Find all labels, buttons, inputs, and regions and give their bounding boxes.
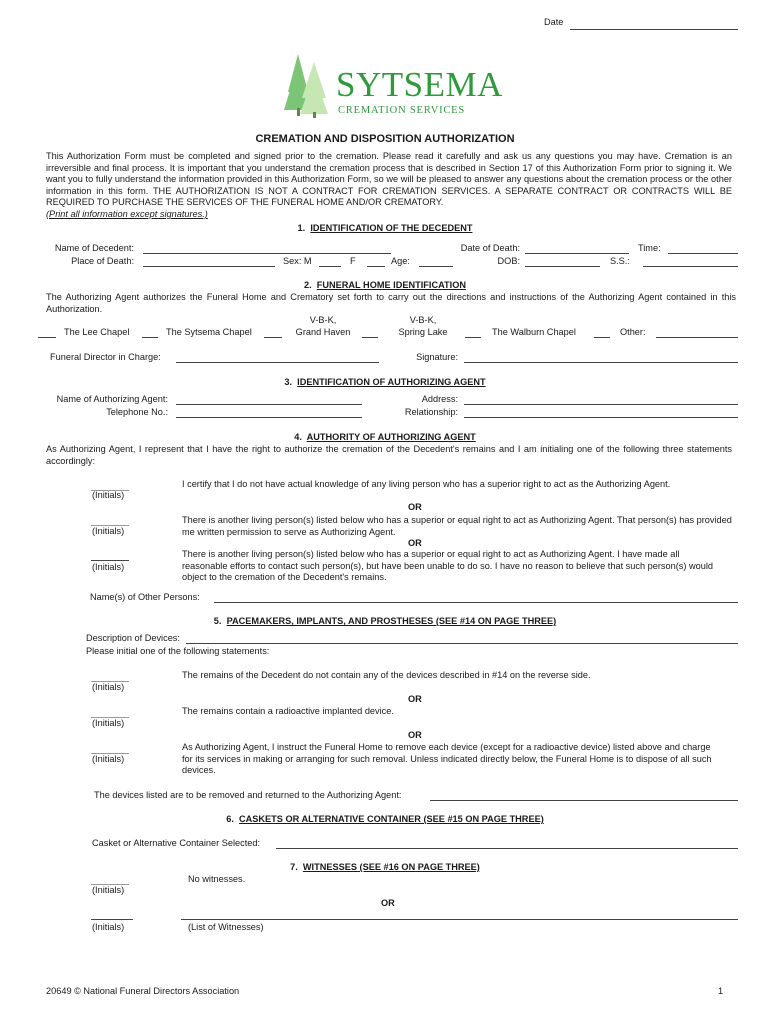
grand-haven-label-2: Grand Haven — [295, 327, 351, 337]
devices-label: Description of Devices: — [86, 633, 180, 643]
sytsema-chapel-label: The Sytsema Chapel — [166, 327, 252, 337]
walburn-chapel-label: The Walburn Chapel — [492, 327, 576, 337]
casket-field[interactable] — [276, 848, 738, 849]
authorizing-agent-label: Name of Authorizing Agent: — [56, 394, 168, 404]
section-1-heading: 1. IDENTIFICATION OF THE DECEDENT — [297, 223, 473, 233]
spring-lake-label-2: Spring Lake — [398, 327, 448, 337]
initials-label: (Initials) — [92, 922, 125, 932]
section-2-heading: 2. FUNERAL HOME IDENTIFICATION — [304, 280, 466, 290]
s4-statement-1: I certify that I do not have actual knowledge of any living person who has a superior right to act as the Authorizing Agent. — [182, 479, 671, 489]
section-7-heading: 7. WITNESSES (SEE #16 ON PAGE THREE) — [290, 862, 480, 872]
sex-m-label: Sex: M — [283, 256, 312, 266]
date-of-death-field[interactable] — [525, 253, 629, 254]
s4-statement-2: There is another living person(s) listed below who has a superior or equal right to act as Authorizing Agent. That person(s) has provided me written permission to serve as Authorizing Agent. — [182, 515, 732, 537]
other-checkbox[interactable] — [594, 337, 610, 338]
witnesses-list-label: (List of Witnesses) — [188, 922, 264, 932]
no-witnesses-label: No witnesses. — [188, 874, 246, 884]
initials-label: (Initials) — [92, 885, 125, 895]
signature-field[interactable] — [464, 362, 738, 363]
grand-haven-checkbox[interactable] — [264, 337, 282, 338]
telephone-field[interactable] — [176, 417, 362, 418]
print-note: (Print all information except signatures.) — [46, 209, 208, 219]
initials-label: (Initials) — [92, 562, 125, 572]
lee-chapel-label: The Lee Chapel — [64, 327, 130, 337]
date-label: Date — [544, 17, 564, 27]
witnesses-field[interactable] — [181, 919, 738, 920]
devices-returned-label: The devices listed are to be removed and returned to the Authorizing Agent: — [94, 790, 402, 800]
footer-copyright: 20649 © National Funeral Directors Association — [46, 986, 240, 996]
intro-paragraph: This Authorization Form must be completed and signed prior to the cremation. Please read it carefully and ask us any questions you may have. Cremation is an irreversible and final process. It is important that you understand the cremation process that is described in Section 17 of this Authorization Form prior to signing it. We want you to fully understand the information provided in this Authorization Form, so we will be pleased to answer any questions about the cremation process or the other information in this form. THE AUTHORIZATION IS NOT A CONTRACT FOR CREMATION SERVICES. A SEPARATE CONTRACT OR CONTRACTS WILL BE REQUIRED TO PURCHASE THE SERVICES OF THE FUNERAL HOME AND/OR CREMATORY. — [46, 151, 732, 208]
authorizing-agent-field[interactable] — [176, 404, 362, 405]
section-4-text: As Authorizing Agent, I represent that I have the right to authorize the cremation of the Decedent's remains and I am initialing one of the following three statements accordingly: — [46, 444, 732, 466]
lee-chapel-checkbox[interactable] — [38, 337, 56, 338]
section-2-text: The Authorizing Agent authorizes the Funeral Home and Crematory set forth to carry out the directions and instructions of the Authorizing Agent contained in this Authorization. — [46, 292, 736, 314]
section-4-heading: 4. AUTHORITY OF AUTHORIZING AGENT — [294, 432, 476, 442]
other-field[interactable] — [656, 337, 738, 338]
other-persons-label: Name(s) of Other Persons: — [90, 592, 200, 602]
spring-lake-checkbox[interactable] — [362, 337, 378, 338]
relationship-label: Relationship: — [404, 407, 458, 417]
spring-lake-label-1: V-B-K, — [409, 315, 437, 325]
sex-m-checkbox[interactable] — [319, 266, 341, 267]
signature-label: Signature: — [416, 352, 458, 362]
s4-statement-3: There is another living person(s) listed below who has a superior or equal right to act as Authorizing Agent. I have made all reasonable efforts to contact such person(s), but have been unable to do so. I have no reason to believe that such person(s) would object to the cremation of the Decedent's remains. — [182, 549, 713, 583]
initials-label: (Initials) — [92, 754, 125, 764]
decedent-name-label: Name of Decedent: — [54, 243, 134, 253]
logo-tagline: CREMATION SERVICES — [338, 105, 466, 116]
devices-returned-field[interactable] — [430, 800, 738, 801]
telephone-label: Telephone No.: — [106, 407, 168, 417]
age-label: Age: — [391, 256, 410, 266]
time-field[interactable] — [668, 253, 738, 254]
other-label: Other: — [620, 327, 646, 337]
devices-field[interactable] — [186, 643, 738, 644]
section-6-heading: 6. CASKETS OR ALTERNATIVE CONTAINER (SEE #15 ON PAGE THREE) — [226, 814, 544, 824]
initials-line[interactable] — [91, 919, 133, 920]
page-title: CREMATION AND DISPOSITION AUTHORIZATION — [255, 133, 515, 145]
initials-label: (Initials) — [92, 682, 125, 692]
s5-statement-1: The remains of the Decedent do not contain any of the devices described in #14 on the reverse side. — [182, 670, 591, 680]
age-field[interactable] — [419, 266, 453, 267]
ss-field[interactable] — [643, 266, 738, 267]
grand-haven-label-1: V-B-K, — [309, 315, 337, 325]
initials-label: (Initials) — [92, 526, 125, 536]
dob-field[interactable] — [525, 266, 600, 267]
sex-f-label: F — [350, 256, 356, 266]
dob-label: DOB: — [497, 256, 520, 266]
walburn-chapel-checkbox[interactable] — [465, 337, 481, 338]
s5-statement-2: The remains contain a radioactive implanted device. — [182, 706, 394, 716]
or-label: OR — [408, 502, 422, 512]
section-5-heading: 5. PACEMAKERS, IMPLANTS, AND PROSTHESES (SEE #14 ON PAGE THREE) — [213, 616, 557, 626]
tree-logo-icon — [278, 52, 338, 118]
date-field[interactable] — [570, 29, 738, 30]
initials-label: (Initials) — [92, 718, 125, 728]
date-of-death-label: Date of Death: — [460, 243, 520, 253]
initials-line[interactable] — [91, 560, 129, 561]
relationship-field[interactable] — [464, 417, 738, 418]
ss-label: S.S.: — [610, 256, 630, 266]
time-label: Time: — [638, 243, 661, 253]
casket-label: Casket or Alternative Container Selected: — [92, 838, 261, 848]
initial-instruction: Please initial one of the following statements: — [86, 646, 270, 656]
or-label: OR — [408, 694, 422, 704]
decedent-name-field[interactable] — [143, 253, 391, 254]
s5-statement-3: As Authorizing Agent, I instruct the Funeral Home to remove each device (except for a radioactive device) listed above and charge for its services in making or arranging for such removal. Unless indicated directly below, the Funeral Home is to dispose of all such devices. — [182, 742, 712, 776]
place-of-death-field[interactable] — [143, 266, 275, 267]
funeral-director-field[interactable] — [176, 362, 379, 363]
page-number: 1 — [718, 986, 724, 996]
funeral-director-label: Funeral Director in Charge: — [50, 352, 161, 362]
or-label: OR — [408, 538, 422, 548]
logo-name: SYTSEMA — [336, 65, 503, 104]
address-field[interactable] — [464, 404, 738, 405]
address-label: Address: — [421, 394, 458, 404]
or-label: OR — [381, 898, 395, 908]
place-of-death-label: Place of Death: — [71, 256, 134, 266]
other-persons-field[interactable] — [214, 602, 738, 603]
sex-f-checkbox[interactable] — [367, 266, 385, 267]
sytsema-chapel-checkbox[interactable] — [142, 337, 158, 338]
initials-label: (Initials) — [92, 490, 125, 500]
or-label: OR — [408, 730, 422, 740]
section-3-heading: 3. IDENTIFICATION OF AUTHORIZING AGENT — [284, 377, 486, 387]
